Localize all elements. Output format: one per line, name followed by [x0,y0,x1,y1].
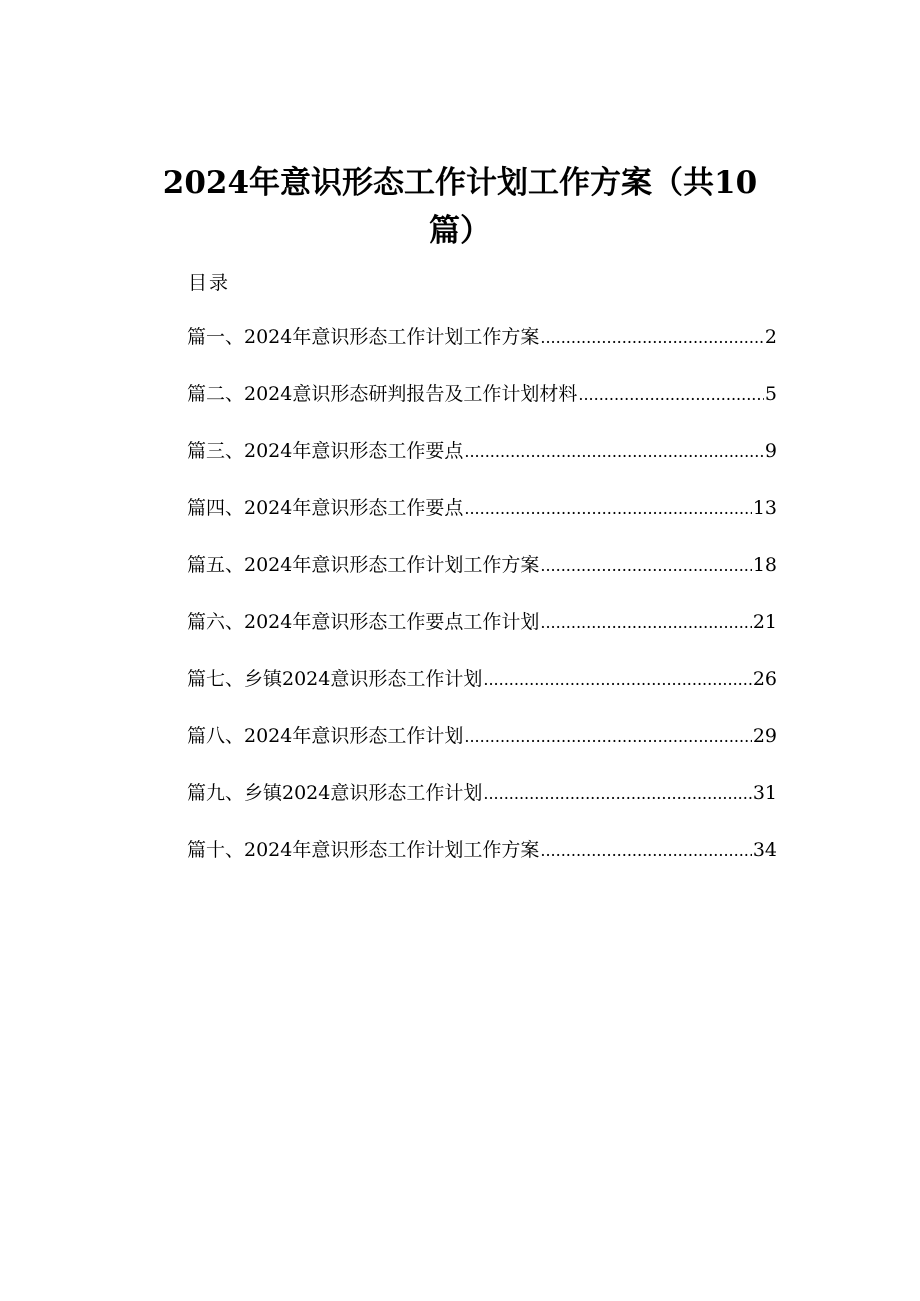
document-title-line-2: 篇） [429,212,491,249]
toc-entry-1[interactable] [187,320,777,377]
toc-entry-9[interactable] [187,776,777,833]
toc-page-number: 29 [752,725,777,747]
toc-entry-label: 篇六、2024年意识形态工作要点工作计划 [187,611,540,633]
toc-entry-2[interactable] [187,377,777,434]
toc-dot-leader [464,720,751,754]
toc-entry-8[interactable] [187,719,777,776]
toc-page-number: 26 [752,668,777,690]
toc-entry-7[interactable] [187,662,777,719]
toc-entry-label: 篇九、乡镇2024意识形态工作计划 [187,782,483,804]
toc-entry-label: 篇十、2024年意识形态工作计划工作方案 [187,839,540,861]
toc-page-number: 13 [752,497,777,519]
toc-page-number: 21 [752,611,777,633]
toc-page-number: 31 [752,782,777,804]
toc-entry-label: 篇二、2024意识形态研判报告及工作计划材料 [187,383,578,405]
toc-entry-label: 篇五、2024年意识形态工作计划工作方案 [187,554,540,576]
table-of-contents [187,320,777,890]
toc-dot-leader [540,834,751,868]
toc-heading: 目录 [188,272,231,294]
toc-dot-leader [464,435,764,469]
toc-entry-label: 篇四、2024年意识形态工作要点 [187,497,464,519]
document-title [120,159,800,255]
toc-page-number: 2 [764,326,777,348]
toc-entry-label: 篇一、2024年意识形态工作计划工作方案 [187,326,540,348]
toc-page-number: 9 [764,440,777,462]
toc-dot-leader [540,321,764,355]
toc-entry-label: 篇七、乡镇2024意识形态工作计划 [187,668,483,690]
toc-entry-label: 篇三、2024年意识形态工作要点 [187,440,464,462]
document-title-line-1: 2024年意识形态工作计划工作方案（共10 [162,164,758,201]
toc-page-number: 5 [764,383,777,405]
toc-dot-leader [540,549,751,583]
toc-entry-5[interactable] [187,548,777,605]
toc-dot-leader [540,606,751,640]
toc-dot-leader [578,378,764,412]
toc-dot-leader [483,777,751,811]
toc-entry-label: 篇八、2024年意识形态工作计划 [187,725,464,747]
toc-page-number: 34 [752,839,777,861]
toc-entry-4[interactable] [187,491,777,548]
toc-dot-leader [483,663,751,697]
toc-entry-6[interactable] [187,605,777,662]
toc-entry-10[interactable] [187,833,777,890]
toc-page-number: 18 [752,554,777,576]
toc-entry-3[interactable] [187,434,777,491]
toc-dot-leader [464,492,751,526]
